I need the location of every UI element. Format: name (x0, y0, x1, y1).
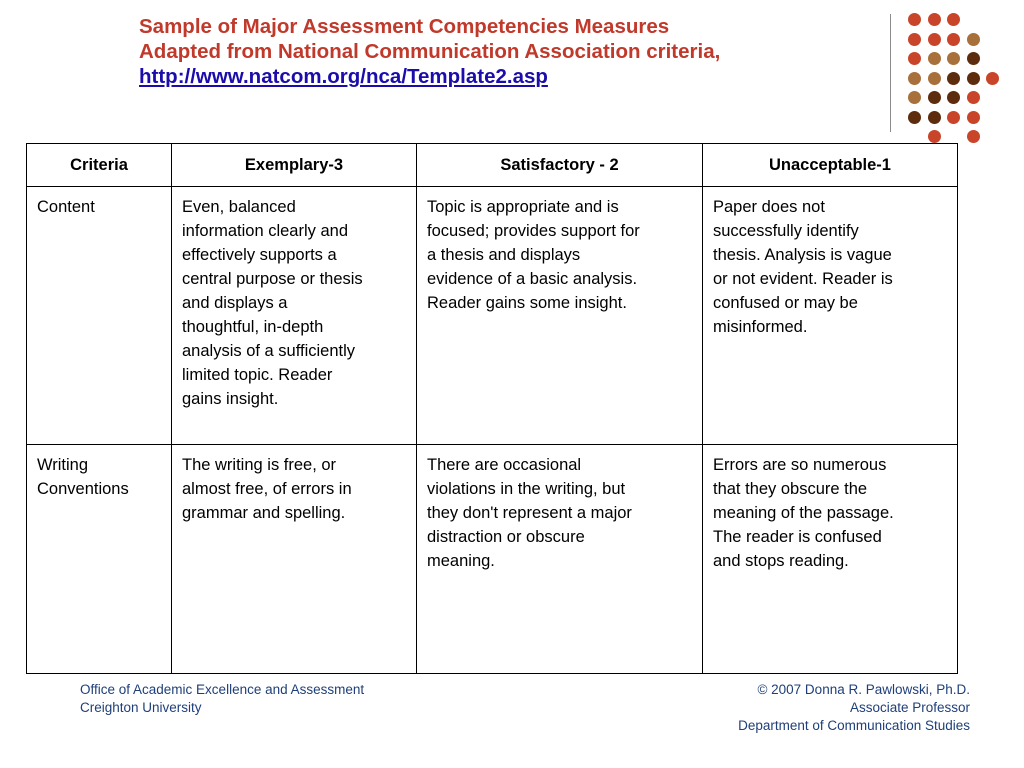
footer-title: Associate Professor (849, 700, 970, 715)
decorative-dot (928, 13, 941, 26)
decorative-dot (928, 130, 941, 143)
header-criteria: Criteria (27, 144, 172, 187)
decorative-dot (967, 91, 980, 104)
decorative-dot (908, 52, 921, 65)
decorative-dot (908, 13, 921, 26)
title-line-2: Adapted from National Communication Association criteria, (139, 40, 721, 63)
title-line-1: Sample of Major Assessment Competencies Measures (139, 15, 670, 38)
cell-unacceptable: Paper does not successfully identify thesis. Analysis is vague or not evident. Reader is confused or may be misinformed. (703, 187, 958, 445)
header-unacceptable: Unacceptable-1 (703, 144, 958, 187)
decorative-divider (890, 14, 891, 132)
slide-title (139, 14, 879, 89)
decorative-dot (908, 111, 921, 124)
cell-exemplary: The writing is free, or almost free, of errors in grammar and spelling. (172, 445, 417, 674)
header-satisfactory: Satisfactory - 2 (417, 144, 703, 187)
footer-university: Creighton University (80, 700, 202, 715)
source-link[interactable]: http://www.natcom.org/nca/Template2.asp (139, 65, 548, 88)
decorative-dot (908, 33, 921, 46)
decorative-dot (947, 111, 960, 124)
decorative-dot (928, 111, 941, 124)
decorative-dot (986, 72, 999, 85)
decorative-dot (928, 72, 941, 85)
decorative-dot (967, 72, 980, 85)
header-exemplary: Exemplary-3 (172, 144, 417, 187)
footer-office: Office of Academic Excellence and Assessment (80, 682, 365, 697)
footer-left (80, 681, 364, 717)
decorative-dot (908, 72, 921, 85)
decorative-dot (947, 72, 960, 85)
footer-right (738, 681, 970, 735)
decorative-dot (947, 52, 960, 65)
decorative-dot (947, 33, 960, 46)
cell-satisfactory: There are occasional violations in the writing, but they don't represent a major distraction or obscure meaning. (417, 445, 703, 674)
decorative-dot (967, 52, 980, 65)
decorative-dot (928, 33, 941, 46)
decorative-dot (908, 91, 921, 104)
decorative-dot (967, 33, 980, 46)
decorative-dot (928, 52, 941, 65)
table-header-row (27, 144, 958, 187)
cell-unacceptable: Errors are so numerous that they obscure the meaning of the passage. The reader is confused and stops reading. (703, 445, 958, 674)
decorative-dot (947, 91, 960, 104)
cell-exemplary: Even, balanced information clearly and effectively supports a central purpose or thesis and displays a thoughtful, in-depth analysis of a sufficiently limited topic. Reader gains insight. (172, 187, 417, 445)
decorative-dot (967, 130, 980, 143)
table-row (27, 445, 958, 674)
footer-department: Department of Communication Studies (738, 718, 970, 733)
decorative-dot (928, 91, 941, 104)
table-row (27, 187, 958, 445)
cell-criteria: Content (27, 187, 172, 445)
cell-criteria: Writing Conventions (27, 445, 172, 674)
footer-copyright: © 2007 Donna R. Pawlowski, Ph.D. (757, 682, 970, 697)
cell-satisfactory: Topic is appropriate and is focused; provides support for a thesis and displays evidence of a basic analysis. Reader gains some insight. (417, 187, 703, 445)
rubric-table (26, 143, 958, 674)
decorative-dot (967, 111, 980, 124)
decorative-dot (947, 13, 960, 26)
